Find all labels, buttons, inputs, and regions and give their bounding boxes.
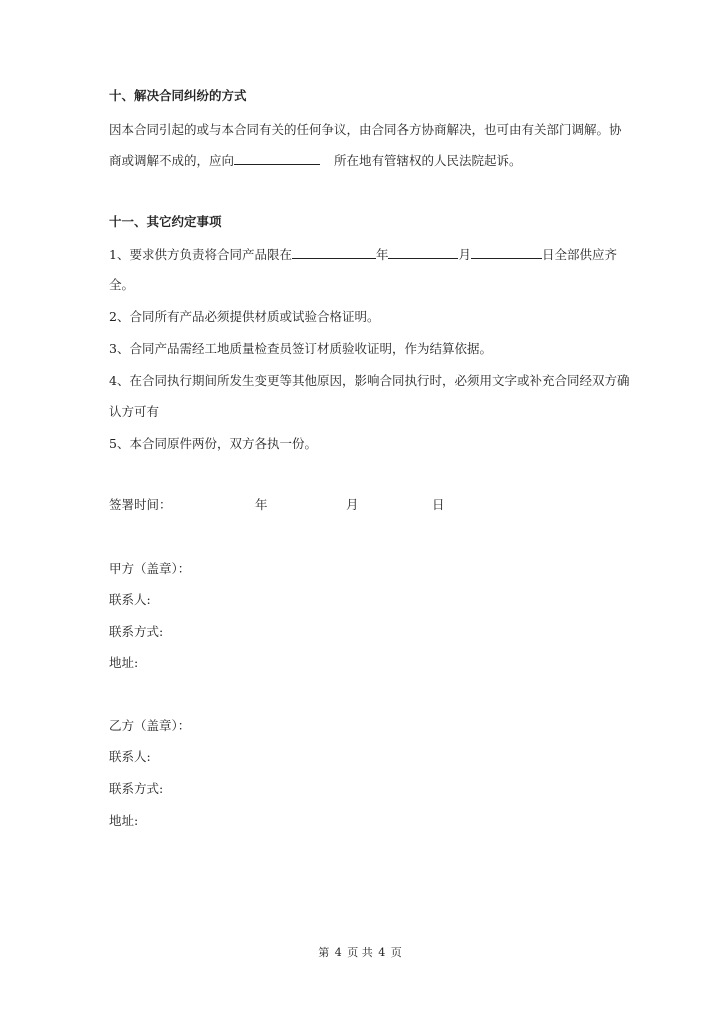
section-11-item-1-cont: 全。 — [109, 277, 135, 292]
supply-month-blank[interactable] — [388, 246, 458, 259]
page-prefix: 第 — [318, 946, 330, 959]
supply-year-blank[interactable] — [292, 246, 376, 259]
signing-time-label: 签署时间： — [109, 497, 172, 512]
page-number: 4 — [334, 946, 342, 959]
item-1-prefix: 1、要求供方负责将合同产品限在 — [109, 247, 292, 262]
section-10-line-2 — [109, 152, 522, 169]
section-10-line-1: 因本合同引起的或与本合同有关的任何争议，由合同各方协商解决，也可由有关部门调解。协 — [109, 122, 622, 137]
section-10-title: 十、解决合同纠纷的方式 — [109, 88, 247, 103]
page-total: 4 — [378, 946, 386, 959]
section-11-item-5: 5、本合同原件两份，双方各执一份。 — [109, 436, 317, 451]
item-1-year: 年 — [375, 247, 389, 262]
section-11-title: 十一、其它约定事项 — [109, 214, 222, 229]
section-10-line-2-prefix: 商或调解不成的，应向 — [109, 153, 235, 168]
page-mid: 页 共 — [347, 946, 373, 959]
signing-year: 年 — [255, 497, 268, 512]
page-suffix: 页 — [390, 946, 402, 959]
party-b-title: 乙方（盖章）： — [109, 718, 191, 733]
party-a-title: 甲方（盖章）： — [109, 561, 191, 576]
court-location-blank[interactable] — [234, 152, 320, 165]
section-11-item-2: 2、合同所有产品必须提供材质或试验合格证明。 — [109, 309, 380, 324]
signing-day: 日 — [432, 497, 445, 512]
page-footer — [0, 944, 720, 960]
item-1-month: 月 — [458, 247, 471, 262]
section-11-item-3: 3、合同产品需经工地质量检查员签订材质验收证明，作为结算依据。 — [109, 341, 492, 356]
party-a-contact-method: 联系方式: — [109, 624, 164, 639]
party-b-address: 地址: — [109, 813, 139, 828]
supply-day-blank[interactable] — [471, 246, 542, 259]
section-11-item-1 — [109, 246, 617, 263]
party-a-address: 地址: — [109, 655, 139, 670]
party-b-contact-method: 联系方式: — [109, 781, 164, 796]
party-b-contact: 联系人: — [109, 749, 151, 764]
signing-month: 月 — [346, 497, 359, 512]
item-1-day: 日全部供应齐 — [542, 247, 618, 262]
section-11-item-4-cont: 认方可有 — [109, 404, 160, 419]
section-10-line-2-suffix: 所在地有管辖权的人民法院起诉。 — [334, 153, 522, 168]
section-11-item-4: 4、在合同执行期间所发生变更等其他原因，影响合同执行时，必须用文字或补充合同经双方确 — [109, 373, 630, 388]
party-a-contact: 联系人: — [109, 592, 151, 607]
